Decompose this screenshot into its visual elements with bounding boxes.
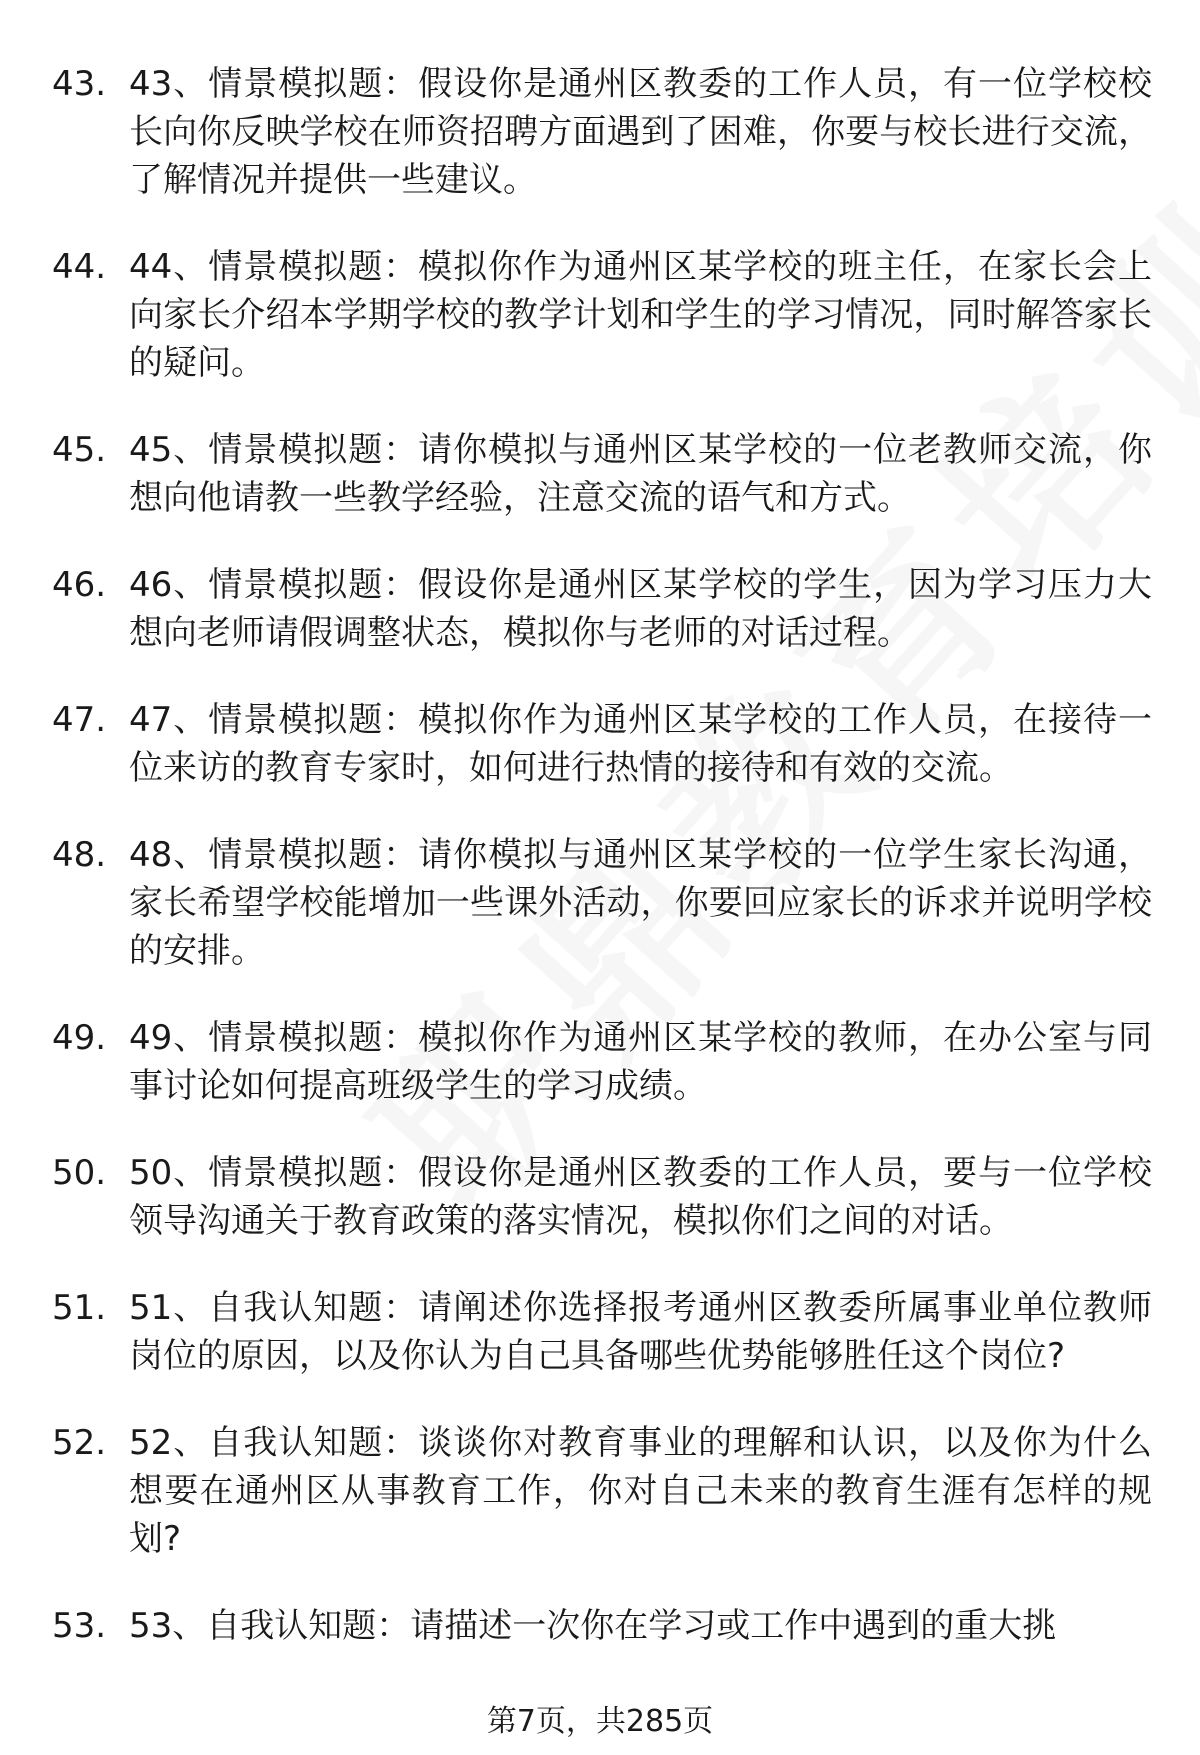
question-number: 45. [52,430,107,470]
question-number: 48. [52,835,107,875]
question-item [52,1149,1152,1245]
question-text: 48、情景模拟题：请你模拟与通州区某学校的一位学生家长沟通，家长希望学校能增加一些课外活动，你要回应家长的诉求并说明学校的安排。 [129,835,1152,971]
question-list [52,60,1152,1689]
question-number: 50. [52,1153,107,1193]
question-item [52,426,1152,522]
question-item [52,831,1152,975]
question-text: 45、情景模拟题：请你模拟与通州区某学校的一位老教师交流，你想向他请教一些教学经验，注意交流的语气和方式。 [129,430,1152,518]
question-number: 52. [52,1423,107,1463]
question-text: 50、情景模拟题：假设你是通州区教委的工作人员，要与一位学校领导沟通关于教育政策的落实情况，模拟你们之间的对话。 [129,1153,1152,1241]
page-footer: 第7页，共285页 [486,1704,714,1739]
question-item [52,60,1152,204]
question-text: 53、自我认知题：请描述一次你在学习或工作中遇到的重大挑 [129,1606,1057,1646]
question-text: 43、情景模拟题：假设你是通州区教委的工作人员，有一位学校校长向你反映学校在师资招聘方面遇到了困难，你要与校长进行交流，了解情况并提供一些建议。 [129,64,1152,200]
question-item [52,561,1152,657]
question-text: 46、情景模拟题：假设你是通州区某学校的学生，因为学习压力大想向老师请假调整状态，模拟你与老师的对话过程。 [129,565,1152,653]
question-item [52,243,1152,387]
question-text: 47、情景模拟题：模拟你作为通州区某学校的工作人员，在接待一位来访的教育专家时，如何进行热情的接待和有效的交流。 [129,700,1152,788]
question-number: 49. [52,1018,107,1058]
question-number: 46. [52,565,107,605]
question-item [52,1419,1152,1563]
question-text: 52、自我认知题：谈谈你对教育事业的理解和认识，以及你为什么想要在通州区从事教育工作，你对自己未来的教育生涯有怎样的规划? [129,1423,1152,1559]
question-item [52,1602,1152,1650]
question-number: 47. [52,700,107,740]
question-number: 51. [52,1288,107,1328]
question-item [52,1284,1152,1380]
question-item [52,696,1152,792]
question-item [52,1014,1152,1110]
question-number: 44. [52,247,107,287]
question-text: 51、自我认知题：请阐述你选择报考通州区教委所属事业单位教师岗位的原因，以及你认为自己具备哪些优势能够胜任这个岗位? [129,1288,1152,1376]
question-number: 43. [52,64,107,104]
question-number: 53. [52,1606,107,1646]
question-text: 44、情景模拟题：模拟你作为通州区某学校的班主任，在家长会上向家长介绍本学期学校的教学计划和学生的学习情况，同时解答家长的疑问。 [129,247,1152,383]
question-text: 49、情景模拟题：模拟你作为通州区某学校的教师，在办公室与同事讨论如何提高班级学生的学习成绩。 [129,1018,1152,1106]
